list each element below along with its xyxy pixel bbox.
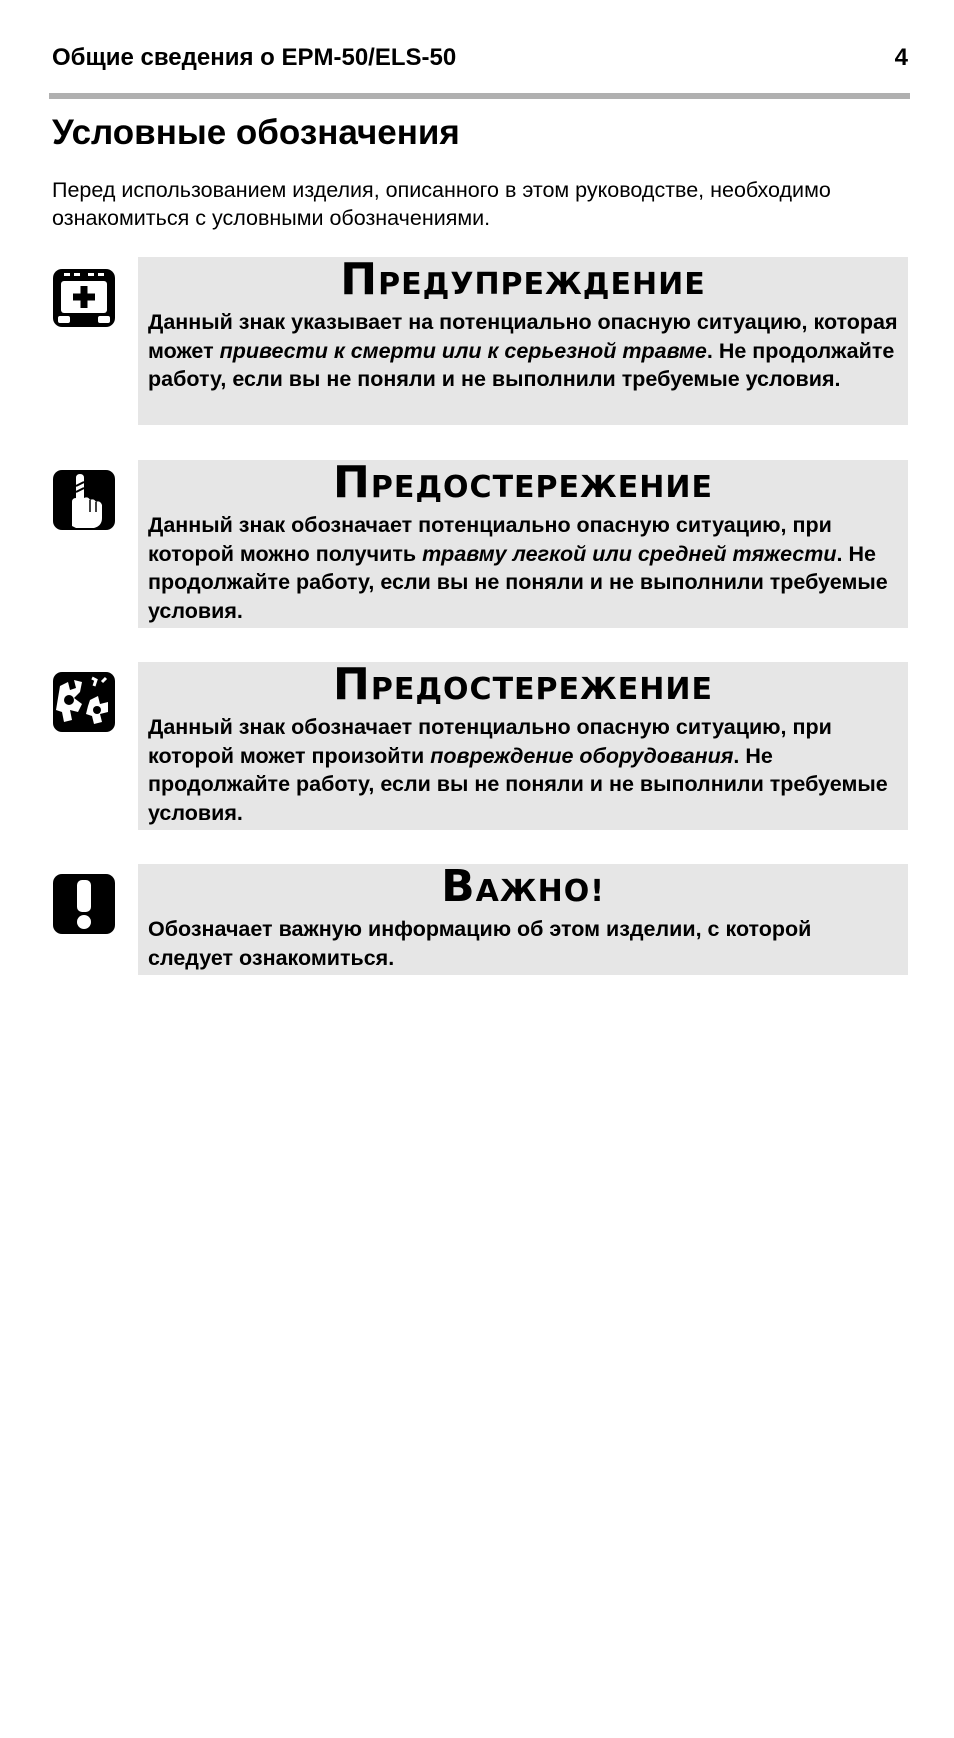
hand-caution-icon	[52, 468, 116, 532]
warning-box	[138, 254, 908, 425]
caution-equipment-box	[138, 659, 908, 830]
notice-text: Обозначает важную информацию об этом изделии, с которой следует ознакомиться.	[148, 917, 812, 970]
notice-emphasis: травму легкой или средней тяжести	[422, 541, 837, 566]
page-number: 4	[894, 44, 908, 71]
notice-emphasis: привести к смерти или к серьезной травме	[219, 338, 707, 363]
header-title: Общие сведения о EPM-50/ELS-50	[52, 44, 457, 71]
notice-text: Данный знак обозначает потенциально опасную ситуацию, при которой можно получить травму легкой или средней тяжести. Не продолжайте работу, если вы не поняли и не выполнили требуемые условия.	[148, 513, 888, 623]
notice-emphasis: повреждение оборудования	[430, 743, 734, 768]
notice-text: Данный знак указывает на потенциально опасную ситуацию, которая может привести к смерти или к серьезной травме. Не продолжайте работу, если вы не поняли и не выполнили требуемые условия.	[148, 310, 898, 391]
notice-heading: ВАЖНО!	[441, 861, 605, 912]
important-box	[138, 861, 908, 975]
intro-paragraph: Перед использованием изделия, описанного в этом руководстве, необходимо ознакомиться с условными обозначениями.	[52, 178, 831, 230]
notice-text: Данный знак обозначает потенциально опасную ситуацию, при которой может произойти повреждение оборудования. Не продолжайте работу, если вы не поняли и не выполнили требуемые условия.	[148, 715, 888, 825]
notice-heading: ПРЕДОСТЕРЕЖЕНИЕ	[333, 457, 713, 508]
exclamation-icon	[52, 872, 116, 936]
section-title: Условные обозначения	[52, 113, 460, 152]
caution-injury-box	[138, 457, 908, 628]
broken-gear-icon	[52, 670, 116, 734]
header-divider	[49, 93, 910, 99]
running-header	[52, 44, 908, 72]
notice-heading: ПРЕДОСТЕРЕЖЕНИЕ	[333, 659, 713, 710]
ambulance-icon	[52, 265, 116, 329]
notice-heading: ПРЕДУПРЕЖДЕНИЕ	[340, 254, 706, 305]
